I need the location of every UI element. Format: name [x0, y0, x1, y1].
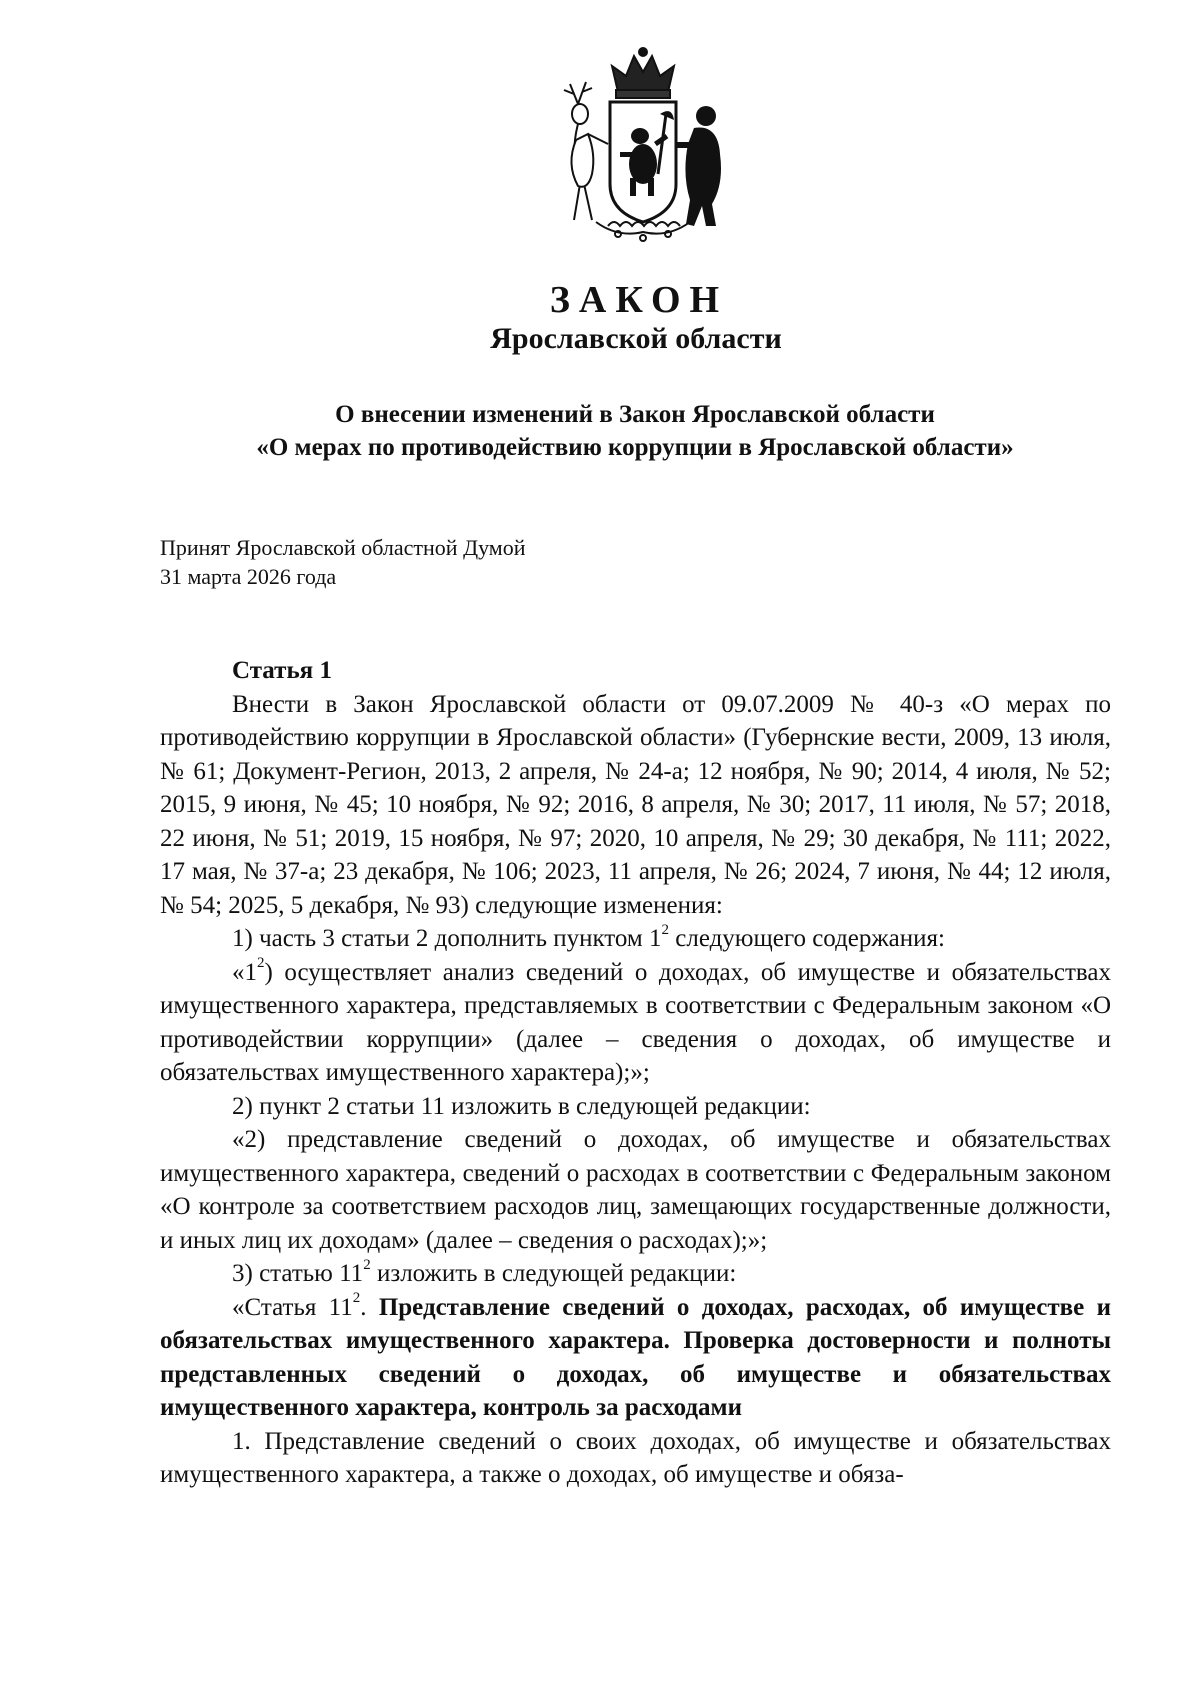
text-fragment: «Статья 11: [232, 1293, 353, 1321]
text-fragment: 3) статью 11: [232, 1260, 364, 1287]
yaroslavl-coat-of-arms-icon: [548, 44, 738, 244]
superscript: 2: [257, 955, 265, 972]
new-article-title: [160, 1291, 1111, 1425]
text-fragment: ) осуществляет анализ сведений о доходах, об имуществе и обязательствах имущественного характера, представляемых в соответствии с Федеральным законом «О противодействии коррупции» (далее – сведения о доходах, об имуществе и обязательствах имущественного характера);»;: [160, 958, 1111, 1086]
adoption-note: [160, 533, 526, 591]
article-heading: Статья 1: [232, 657, 332, 684]
amendment-item-3: [160, 1257, 1111, 1291]
article-intro: Внести в Закон Ярославской области от 09.07.2009 № 40-з «О мерах по противодействию коррупции в Ярославской области» (Губернские вести, 2009, 13 июля, № 61; Документ-Регион, 2013, 2 апреля, № 24-а; 12 ноября, № 90; 2014, 4 июля, № 52; 2015, 9 июня, № 45; 10 ноября, № 92; 2016, 8 апреля, № 30; 2017, 11 июля, № 57; 2018, 22 июня, № 51; 2019, 15 ноября, № 97; 2020, 10 апреля, № 29; 30 декабря, № 111; 2022, 17 мая, № 37-а; 23 декабря, № 106; 2023, 11 апреля, № 26; 2024, 7 июня, № 44; 12 июля, № 54; 2025, 5 декабря, № 93) следующие изменения:: [160, 690, 1111, 919]
superscript: 2: [661, 921, 669, 938]
text-fragment: изложить в следующей редакции:: [370, 1260, 737, 1287]
law-subject: [0, 398, 1200, 464]
article-body: [160, 654, 1111, 1492]
text-fragment: .: [360, 1293, 379, 1321]
superscript: 2: [363, 1256, 371, 1273]
amendment-item-2-text: «2) представление сведений о доходах, об имуществе и обязательствах имущественного характера, сведений о расходах в соответствии с Федеральным законом «О контроле за соответствием расходов лиц, замещающих государственные должности, и иных лиц их доходам» (далее – сведения о расходах);»;: [160, 1126, 1111, 1254]
law-subject-line: О внесении изменений в Закон Ярославской области: [335, 401, 935, 428]
text-fragment: следующего содержания:: [669, 925, 945, 952]
amendment-item-1: [160, 922, 1111, 956]
text-fragment: «1: [232, 958, 257, 986]
text-fragment: 1) часть 3 статьи 2 дополнить пунктом 1: [232, 925, 662, 952]
superscript: 2: [352, 1290, 361, 1307]
amendment-item-1-text: [160, 956, 1111, 1090]
law-subject-line: «О мерах по противодействию коррупции в Ярославской области»: [256, 434, 1014, 461]
amendment-item-2: 2) пункт 2 статьи 11 изложить в следующей редакции:: [232, 1092, 811, 1120]
adoption-date: 31 марта 2026 года: [160, 564, 337, 589]
adoption-line: Принят Ярославской областной Думой: [160, 535, 526, 560]
law-title: ЗАКОН: [549, 279, 729, 321]
law-region: Ярославской области: [490, 322, 782, 355]
new-article-title-bold: Представление сведений о доходах, расходах, об имуществе и обязательствах имущественного характера. Проверка достоверности и полноты представленных сведений о доходах, об имуществе и обязательствах имущественного характера, контроль за расходами: [160, 1293, 1111, 1421]
new-article-point-1: 1. Представление сведений о своих доходах, об имуществе и обязательствах имущественного характера, а также о доходах, об имуществе и обяза-: [160, 1427, 1111, 1488]
